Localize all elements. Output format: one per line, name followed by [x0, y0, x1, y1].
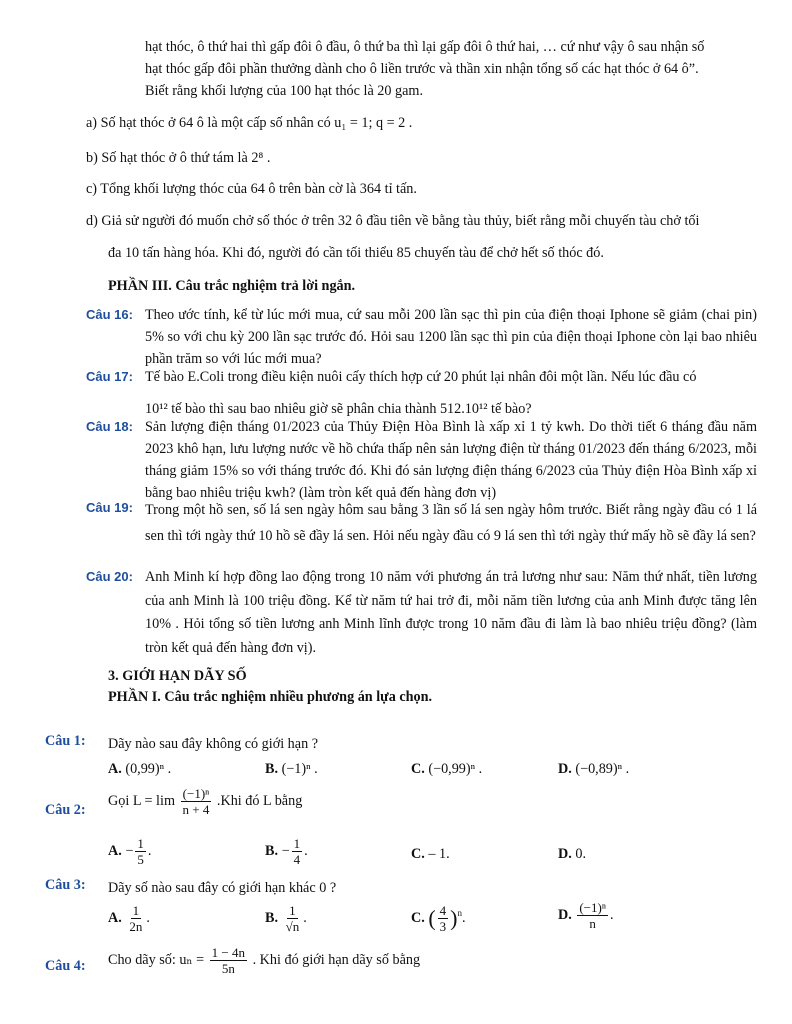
option-letter: C. — [411, 846, 425, 862]
fraction-numerator: 4 — [439, 903, 447, 918]
option-value: (−0,89)ⁿ . — [575, 761, 630, 777]
statement-c: c) Tổng khối lượng thóc của 64 ô trên bàn cờ là 364 tỉ tấn. — [86, 181, 417, 197]
statement-d — [86, 210, 758, 264]
formula-prefix: Cho dãy số: uₙ = — [108, 951, 205, 968]
intro-line: hạt thóc, ô thứ hai thì gấp đôi ô đầu, ô thứ ba thì lại gấp đôi ô thứ hai, … cứ như vậy ô sau nhận số — [145, 39, 705, 55]
option-fraction — [577, 900, 608, 931]
option-letter: C. — [411, 761, 425, 777]
option-value: (−1)ⁿ . — [281, 761, 318, 777]
question-label: Câu 1: — [45, 733, 86, 749]
option-c — [411, 846, 450, 863]
question-label: Câu 16: — [86, 307, 133, 322]
option-a: A. $\frac{1}{2n}$ . — [108, 903, 150, 934]
question-text: Trong một hồ sen, số lá sen ngày hôm sau bằng 3 lần số lá sen ngày hôm trước. Biết rằng ngày đầu có 1 lá sen thì tới ngày thứ 10 hồ sẽ đầy lá sen. Hỏi nếu ngày đầu có 9 lá sen thì tới ngày thứ mấy hồ sẽ đầy lá sen? — [145, 502, 757, 544]
question-label: Câu 17: — [86, 369, 133, 384]
fraction-denominator: 2n — [129, 919, 143, 934]
option-fraction — [292, 836, 303, 867]
option-fraction — [438, 903, 449, 934]
section-title: 3. GIỚI HẠN DÃY SỐ — [108, 668, 247, 684]
option-value: – 1. — [428, 846, 450, 862]
question-text: Anh Minh kí hợp đồng lao động trong 10 năm với phương án trả lương như sau: Năm thứ nhất, tiền lương của anh Minh là 100 triệu đồng. Kể từ năm tứ hai trở đi, mỗi năm tiền lương của anh Minh được tăng lên 10% . Hỏi tổng số tiền lương anh Minh lĩnh được trong 10 năm đầu đi làm là bao nhiêu triệu đồng? (làm tròn kết quả đến hàng đơn vị). — [145, 569, 757, 656]
option-value: (−0,99)ⁿ . — [428, 761, 483, 777]
question-text: Dãy số nào sau đây có giới hạn khác 0 ? — [108, 880, 337, 896]
intro-line: Biết rằng khối lượng của 100 hạt thóc là 20 gam. — [145, 83, 423, 99]
option-letter: A. — [108, 842, 122, 859]
option-letter: B. — [265, 909, 279, 926]
formula-prefix: Gọi L = lim — [108, 792, 175, 809]
option-letter: A. — [108, 761, 122, 777]
question-text — [108, 945, 420, 976]
option-d: D. $\frac{\text{(−1)ⁿ}}{n}$ . — [558, 900, 614, 931]
option-b — [265, 761, 318, 778]
fraction-numerator: 1 — [289, 903, 296, 918]
intro-line: hạt thóc gấp đôi phần thưởng dành cho ô liền trước và thần xin nhận tổng số các hạt thóc ở 64 ô”. — [145, 61, 699, 77]
option-letter: A. — [108, 909, 122, 926]
question-text: Sản lượng điện tháng 01/2023 của Thủy Điện Hòa Bình là xấp xỉ 1 tỷ kwh. Do thời tiết 6 tháng đầu năm 2023 khô hạn, lưu lượng nước về hồ chứa thấp nên sản lượng điện từ tháng 01/2023 đến tháng 6/2023, mỗi tháng giảm 15% so với tháng trước đó. Khi đó sản lượng điện tháng 6/2023 của Thủy điện Hòa Bình xấp xỉ bằng bao nhiêu triệu kwh? (làm tròn kết quả đến hàng đơn vị) — [145, 419, 757, 501]
option-letter: D. — [558, 846, 572, 862]
fraction-numerator: (−1)ⁿ — [579, 900, 606, 915]
option-letter: B. — [265, 842, 279, 859]
question-line: 10¹² tế bào thì sau bao nhiêu giờ sẽ phân chia thành 512.10¹² tế bào? — [145, 401, 532, 417]
option-a: A. − $\frac{1}{5}$ . — [108, 836, 152, 867]
fraction-denominator: 4 — [293, 852, 301, 867]
question-label: Câu 2: — [45, 802, 86, 818]
statement-d-line: d) Giả sử người đó muốn chở số thóc ở trên 32 ô đầu tiên về bằng tàu thủy, biết rằng mỗi chuyến tàu chở tối — [86, 213, 700, 229]
question-label: Câu 19: — [86, 500, 133, 515]
intro-paragraph — [145, 36, 757, 102]
option-fraction — [127, 903, 144, 934]
question-line: Tế bào E.Coli trong điều kiện nuôi cấy thích hợp cứ 20 phút lại nhân đôi một lần. Nếu lúc đầu có — [145, 369, 697, 385]
statement-a: a) Số hạt thóc ở 64 ô là một cấp số nhân có u₁ = 1; q = 2 . — [86, 115, 413, 131]
option-letter: D. — [558, 761, 572, 777]
option-fraction — [284, 903, 302, 934]
question-text — [145, 366, 757, 420]
fraction-denominator: n — [589, 916, 596, 931]
exponent: n — [457, 908, 462, 919]
option-c — [411, 761, 482, 778]
option-d — [558, 761, 629, 778]
option-sign: − — [125, 842, 134, 859]
question-text: Dãy nào sau đây không có giới hạn ? — [108, 736, 319, 752]
question-label: Câu 3: — [45, 877, 86, 893]
formula-suffix: .Khi đó L bằng — [216, 792, 303, 809]
limit-fraction — [181, 786, 212, 817]
fraction-numerator: 1 − 4n — [211, 945, 246, 960]
option-b: B. − $\frac{1}{4}$ . — [265, 836, 308, 867]
question-text: Theo ước tính, kể từ lúc mới mua, cứ sau mỗi 200 lần sạc thì pin của điện thoại Iphone sẽ giảm (chai pin) 5% so với chu kỳ 200 lần sạc trước đó. Hỏi sau 1200 lần sạc thì pin của điện thoại Iphone còn lại bao nhiêu phần trăm so với lúc mới mua? — [145, 307, 757, 367]
part3-heading: PHẦN III. Câu trắc nghiệm trả lời ngắn. — [108, 278, 356, 294]
fraction-numerator: (−1)ⁿ — [182, 786, 210, 801]
question-label: Câu 18: — [86, 419, 133, 434]
option-letter: B. — [265, 761, 279, 777]
question-text — [108, 786, 302, 817]
sequence-fraction — [210, 945, 247, 976]
option-sign: − — [281, 842, 290, 859]
option-value: 0. — [575, 846, 586, 862]
option-a — [108, 761, 171, 778]
fraction-numerator: 1 — [132, 903, 140, 918]
option-c: C. ( $\frac{4}{3}$ )$^n$. — [411, 903, 466, 934]
option-value: (0,99)ⁿ . — [125, 761, 172, 777]
option-letter: C. — [411, 909, 425, 926]
part1-heading: PHẦN I. Câu trắc nghiệm nhiều phương án lựa chọn. — [108, 689, 433, 705]
fraction-denominator: 5n — [221, 961, 235, 976]
option-d — [558, 846, 586, 863]
question-label: Câu 20: — [86, 569, 133, 584]
fraction-denominator: 3 — [439, 919, 447, 934]
fraction-denominator: 5 — [137, 852, 144, 867]
fraction-denominator: n + 4 — [182, 802, 210, 817]
statement-b: b) Số hạt thóc ở ô thứ tám là 2⁸ . — [86, 150, 271, 166]
fraction-denominator: √n — [285, 919, 300, 934]
formula-suffix: . Khi đó giới hạn dãy số bằng — [252, 951, 421, 968]
fraction-numerator: 1 — [137, 836, 144, 851]
fraction-numerator: 1 — [293, 836, 301, 851]
option-fraction — [135, 836, 146, 867]
option-letter: D. — [558, 906, 572, 923]
statement-d-line: đa 10 tấn hàng hóa. Khi đó, người đó cần tối thiểu 85 chuyến tàu để chở hết số thóc đó. — [108, 245, 604, 261]
question-label: Câu 4: — [45, 958, 86, 974]
option-b: B. $\frac{1}{√n}$ . — [265, 903, 307, 934]
